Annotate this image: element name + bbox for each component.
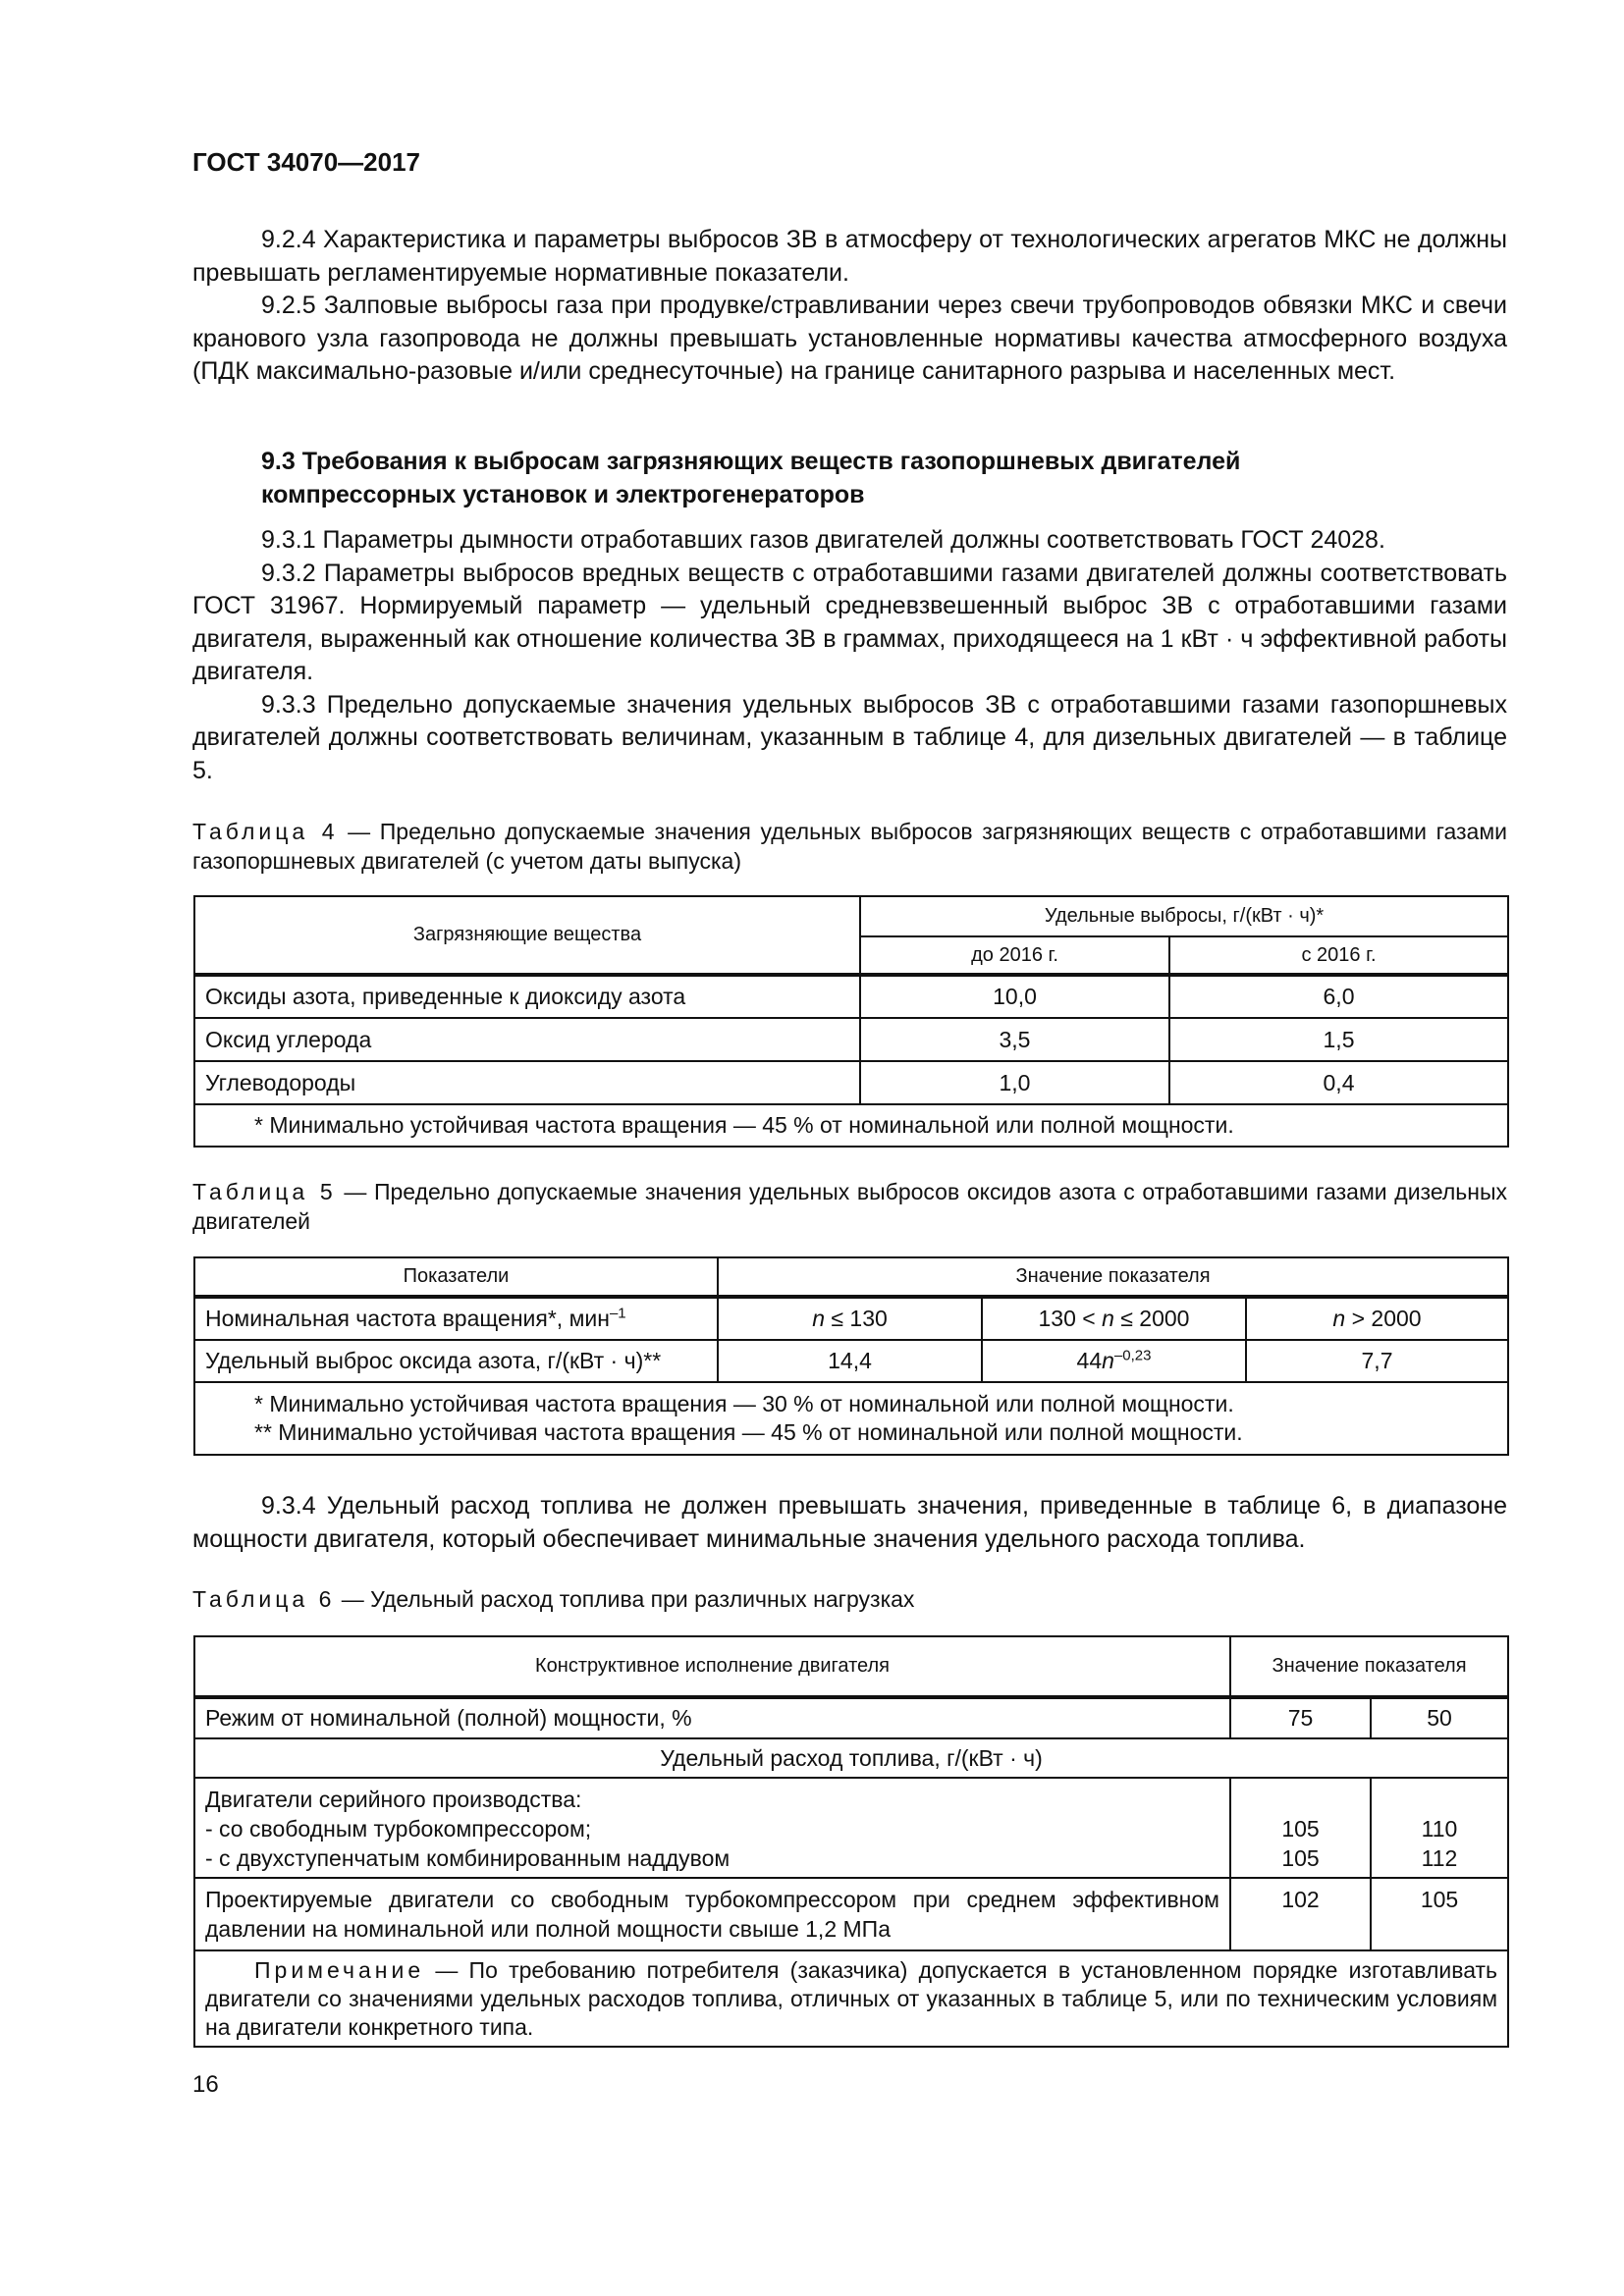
table4-header-substance: Загрязняющие вещества <box>194 896 860 975</box>
table5-emission-value-2 <box>982 1340 1246 1382</box>
table-row <box>194 1061 1508 1104</box>
table4-caption <box>192 817 1507 876</box>
table6-caption-text: — Удельный расход топлива при различных нагрузках <box>341 1586 915 1612</box>
table4-caption-text: — Предельно допускаемые значения удельных выбросов загрязняющих веществ с отработавшими газами газопоршневых двигателей (с учетом даты выпуска) <box>192 819 1507 874</box>
table-row <box>194 1778 1508 1878</box>
table6-note <box>194 1950 1508 2047</box>
formula-coefficient: 44 <box>1076 1348 1103 1373</box>
paragraphs-9-3 <box>192 524 1507 787</box>
table-row <box>194 975 1508 1018</box>
table4-row-before: 3,5 <box>860 1018 1169 1061</box>
table6-projected-50: 105 <box>1371 1878 1508 1950</box>
table5-emission-value-3: 7,7 <box>1246 1340 1508 1382</box>
table6-caption-label: Таблица 6 <box>192 1586 336 1612</box>
table4-row-name: Оксид углерода <box>194 1018 860 1061</box>
paragraph-9-2-5: 9.2.5 Залповые выбросы газа при продувке/стравливании через свечи трубопроводов обвязки МКС и свечи кранового узла газопровода не должны превышать установленные нормативы качества атмосферного воздуха (ПДК максимально-разовые и/или среднесуточные) на границе санитарного разрыва и населенных мест. <box>192 292 1507 385</box>
table4-row-after: 1,5 <box>1169 1018 1508 1061</box>
table4-row-name: Углеводороды <box>194 1061 860 1104</box>
formula-exponent: –0,23 <box>1113 1347 1152 1364</box>
table6-header-design: Конструктивное исполнение двигателя <box>194 1636 1230 1697</box>
range-text: ≤ 130 <box>825 1306 888 1331</box>
paragraph-9-3-1: 9.3.1 Параметры дымности отработавших газов двигателей должны соответствовать ГОСТ 24028. <box>261 526 1385 554</box>
table5-footnote-1: * Минимально устойчивая частота вращения — 30 % от номинальной или полной мощности. <box>254 1391 1234 1416</box>
table5-header-indicator: Показатели <box>194 1257 718 1297</box>
table4-row-before: 10,0 <box>860 975 1169 1018</box>
table6-serial-75-1: 105 <box>1281 1816 1320 1842</box>
table-row <box>194 1340 1508 1382</box>
variable-n: n <box>1332 1306 1346 1331</box>
table6-serial-line2: - с двухступенчатым комбинированным наддувом <box>205 1845 731 1871</box>
table5-header-value: Значение показателя <box>718 1257 1508 1297</box>
paragraph-9-2-4: 9.2.4 Характеристика и параметры выбросов ЗВ в атмосферу от технологических агрегатов МКС не должны превышать регламентируемые нормативные показатели. <box>192 226 1507 287</box>
variable-n: n <box>1102 1348 1114 1373</box>
table5-caption-label: Таблица 5 <box>192 1179 337 1204</box>
paragraph-9-3-3: 9.3.3 Предельно допускаемые значения удельных выбросов ЗВ с отработавшими газами газопоршневых двигателей должны соответствовать величинам, указанным в таблице 4, для дизельных двигателей — в таблице 5. <box>192 690 1507 784</box>
range-text: 130 < <box>1038 1306 1103 1331</box>
table4-row-after: 0,4 <box>1169 1061 1508 1104</box>
paragraph-9-3-4: 9.3.4 Удельный расход топлива не должен превышать значения, приведенные в таблице 6, в диапазоне мощности двигателя, который обеспечивает минимальные значения удельного расхода топлива. <box>192 1492 1507 1553</box>
table5-row-emission-name: Удельный выброс оксида азота, г/(кВт · ч)** <box>194 1340 718 1382</box>
table6-subheader: Удельный расход топлива, г/(кВт · ч) <box>194 1738 1508 1778</box>
table6-projected-75: 102 <box>1230 1878 1371 1950</box>
table6-serial-50 <box>1371 1778 1508 1878</box>
table6-serial-line1: - со свободным турбокомпрессором; <box>205 1816 592 1842</box>
variable-n: n <box>812 1306 825 1331</box>
paragraph-9-3-2: 9.3.2 Параметры выбросов вредных веществ с отработавшими газами двигателей должны соответствовать ГОСТ 31967. Нормируемый параметр — удельный средневзвешенный выброс ЗВ с отработавшими газами двигателя, выраженный как отношение количества ЗВ в граммах, приходящееся на 1 кВт · ч эффективной работы двигателя. <box>192 559 1507 685</box>
table-row <box>194 1697 1508 1738</box>
table6-mode-50: 50 <box>1371 1697 1508 1738</box>
range-text: > 2000 <box>1345 1306 1422 1331</box>
table6-mode-75: 75 <box>1230 1697 1371 1738</box>
table5-footnotes <box>194 1382 1508 1455</box>
table6-serial-75-2: 105 <box>1281 1845 1320 1871</box>
table4-header-after-2016: с 2016 г. <box>1169 936 1508 975</box>
table5-footnote-2: ** Минимально устойчивая частота вращения — 45 % от номинальной или полной мощности. <box>254 1419 1243 1445</box>
variable-n: n <box>1102 1306 1114 1331</box>
table-row <box>194 1297 1508 1340</box>
paragraph-9-3-4-block <box>192 1490 1507 1556</box>
document-code-header: ГОСТ 34070—2017 <box>192 147 420 177</box>
table4-row-before: 1,0 <box>860 1061 1169 1104</box>
table5 <box>193 1256 1509 1456</box>
section-9-3-title: 9.3 Требования к выбросам загрязняющих веществ газопоршневых двигателей компрессорных установок и электрогенераторов <box>261 448 1241 508</box>
table6-serial-75 <box>1230 1778 1371 1878</box>
table5-rotation-range-2 <box>982 1297 1246 1340</box>
table5-rotation-label: Номинальная частота вращения*, мин <box>205 1306 610 1331</box>
table6-serial-title: Двигатели серийного производства: <box>205 1787 582 1812</box>
table4-footnote: * Минимально устойчивая частота вращения — 45 % от номинальной или полной мощности. <box>194 1104 1508 1147</box>
table-row <box>194 1878 1508 1950</box>
table5-caption <box>192 1177 1507 1236</box>
table6-note-label: Примечание <box>254 1956 425 1983</box>
table6-serial-50-2: 112 <box>1421 1845 1458 1871</box>
table6 <box>193 1635 1509 2048</box>
table6-caption <box>192 1584 1507 1614</box>
table6-projected: Проектируемые двигатели со свободным турбокомпрессором при среднем эффективном давлении на номинальной или полной мощности свыше 1,2 МПа <box>194 1878 1230 1950</box>
page-number: 16 <box>192 2071 219 2098</box>
table5-emission-value-1: 14,4 <box>718 1340 982 1382</box>
table4-header-emissions: Удельные выбросы, г/(кВт · ч)* <box>860 896 1508 936</box>
paragraphs-9-2 <box>192 224 1507 389</box>
table4-row-after: 6,0 <box>1169 975 1508 1018</box>
table5-caption-text: — Предельно допускаемые значения удельных выбросов оксидов азота с отработавшими газами дизельных двигателей <box>192 1179 1507 1234</box>
table4 <box>193 895 1509 1148</box>
table5-rotation-range-1 <box>718 1297 982 1340</box>
table-row <box>194 1018 1508 1061</box>
table5-rotation-range-3 <box>1246 1297 1508 1340</box>
table5-rotation-unit-sup: –1 <box>609 1305 626 1322</box>
range-text: ≤ 2000 <box>1113 1306 1190 1331</box>
table6-header-value: Значение показателя <box>1230 1636 1508 1697</box>
table4-caption-label: Таблица 4 <box>192 819 339 844</box>
table6-mode-label: Режим от номинальной (полной) мощности, % <box>194 1697 1230 1738</box>
table5-row-rotation-name <box>194 1297 718 1340</box>
table6-serial-50-1: 110 <box>1421 1816 1458 1842</box>
table6-note-text: — По требованию потребителя (заказчика) допускается в установленном порядке изготавливать двигатели со значениями удельных расходов топлива, отличных от указанных в таблице 5, или по техническим условиям на двигатели конкретного типа. <box>205 1956 1498 2040</box>
table4-header-before-2016: до 2016 г. <box>860 936 1169 975</box>
table6-serial-cell <box>194 1778 1230 1878</box>
table4-row-name: Оксиды азота, приведенные к диоксиду азота <box>194 975 860 1018</box>
